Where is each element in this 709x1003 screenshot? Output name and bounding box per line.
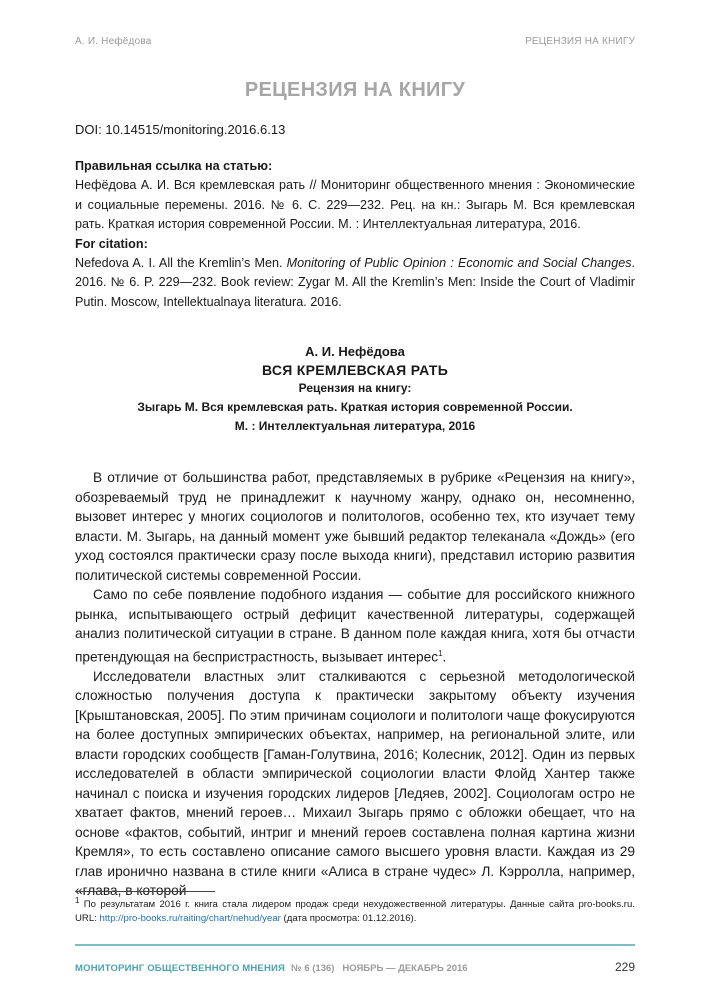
paragraph-text: Само по себе появление подобного издания — событие для российского книжного рынка, испытывающего острый дефицит качественной литературы, содержащей анализ политической ситуации в стране. В данном поле каждая книга, хотя бы отчасти претендующая на беспристрастность, вызывает интерес xyxy=(75,587,635,665)
article-heading xyxy=(75,342,635,436)
article-author: А. И. Нефёдова xyxy=(305,344,405,359)
paragraph: В отличие от большинства работ, представляемых в рубрике «Рецензия на книгу», обозреваемый труд не принадлежит к научному жанру, однако он, несомненно, вызовет интерес у многих социологов и политологов, особенно тех, кто изучает тему власти. М. Зыгарь, на данный момент уже бывший редактор телеканала «Дождь» (его уход состоялся практически сразу после выхода книги), представил историю развития политической системы современной России. xyxy=(75,470,635,583)
citations xyxy=(75,157,635,312)
footnote-mark: 1 xyxy=(75,896,80,905)
article-body xyxy=(75,468,635,901)
paragraph: Исследователи властных элит сталкиваются с серьезной методологической сложностью получения доступа к практически закрытому объекту изучения [Крыштановская, 2005]. По этим причинам социологи и политологи чаще фокусируются на более доступных эмпирических объектах, например, на региональной элите, или власти городских сообществ [Гаман-Голутвина, 2016; Колесник, 2012]. Один из первых исследователей в области эмпирической социологии власти Флойд Хантер также начинал с поиска и изучения городских лидеров [Ледяев, 2002]. Социологам остро не хватает фактов, мнений героев… Михаил Зыгарь прямо с обложки обещает, что на основе «фактов, событий, интриг и мнений героев составлена полная картина жизни Кремля», то есть составлено описание самого высшего уровня власти. Каждая из 29 глав иронично названа в стиле книги «Алиса в стране чудес» Л. Кэрролла, например, «глава, в которой xyxy=(75,668,635,899)
citation-en-journal: Monitoring of Public Opinion : Economic and Social Changes xyxy=(286,256,632,271)
page xyxy=(75,0,635,1003)
running-header xyxy=(75,36,635,47)
footer-divider xyxy=(75,944,635,946)
citation-en-label: For citation: xyxy=(75,236,148,251)
footnote-suffix: (дата просмотра: 01.12.2016). xyxy=(280,913,417,925)
footnote-divider xyxy=(75,891,215,892)
footer-journal: МОНИТОРИНГ ОБЩЕСТВЕННОГО МНЕНИЯ xyxy=(75,963,286,974)
footnote xyxy=(75,894,635,926)
article-title: ВСЯ КРЕМЛЕВСКАЯ РАТЬ xyxy=(261,362,449,378)
citation-en-plain: Nefedova A. I. All the Kremlin’s Men. xyxy=(75,256,287,271)
section-title: РЕЦЕНЗИЯ НА КНИГУ xyxy=(244,79,466,101)
footnote-text: По результатам 2016 г. книга стала лидером продаж среди нехудожественной литературы. Данные сайта pro-books.ru. URL: xyxy=(75,899,635,925)
citation-ru-text: Нефёдова А. И. Вся кремлевская рать // Мониторинг общественного мнения : Экономические и социальные перемены. 2016. № 6. С. 229—232. Рец. на кн.: Зыгарь М. Вся кремлевская рать. Краткая история современной России. М. : Интеллектуальная литература, 2016. xyxy=(75,178,635,232)
running-header-section: РЕЦЕНЗИЯ НА КНИГУ xyxy=(525,36,635,47)
book-reference-line-1: Зыгарь М. Вся кремлевская рать. Краткая история современной России. xyxy=(137,400,573,414)
citation-ru-label: Правильная ссылка на статью: xyxy=(75,159,273,173)
footnote-link[interactable]: http://pro-books.ru/raiting/chart/nehud/year xyxy=(99,913,281,925)
paragraph-end: . xyxy=(442,649,447,665)
citation-en-text xyxy=(75,254,635,312)
running-header-author: А. И. Нефёдова xyxy=(75,36,152,47)
book-reference-line-2: М. : Интеллектуальная литература, 2016 xyxy=(234,419,476,433)
paragraph xyxy=(75,585,635,667)
doi: DOI: 10.14515/monitoring.2016.6.13 xyxy=(75,122,286,137)
footer xyxy=(75,958,635,976)
footnote-ref[interactable]: 1 xyxy=(438,648,443,658)
footer-issue: № 6 (136) НОЯБРЬ — ДЕКАБРЬ 2016 xyxy=(291,963,468,974)
article-subtitle: Рецензия на книгу: xyxy=(298,381,412,395)
page-number: 229 xyxy=(614,960,635,974)
citation-en-rest: . 2016. № 6. P. 229—232. Book review: Zygar M. All the Kremlin’s Men: Inside the Court of Vladimir Putin. Moscow, Intellektualnaya literatura. 2016. xyxy=(75,256,635,309)
